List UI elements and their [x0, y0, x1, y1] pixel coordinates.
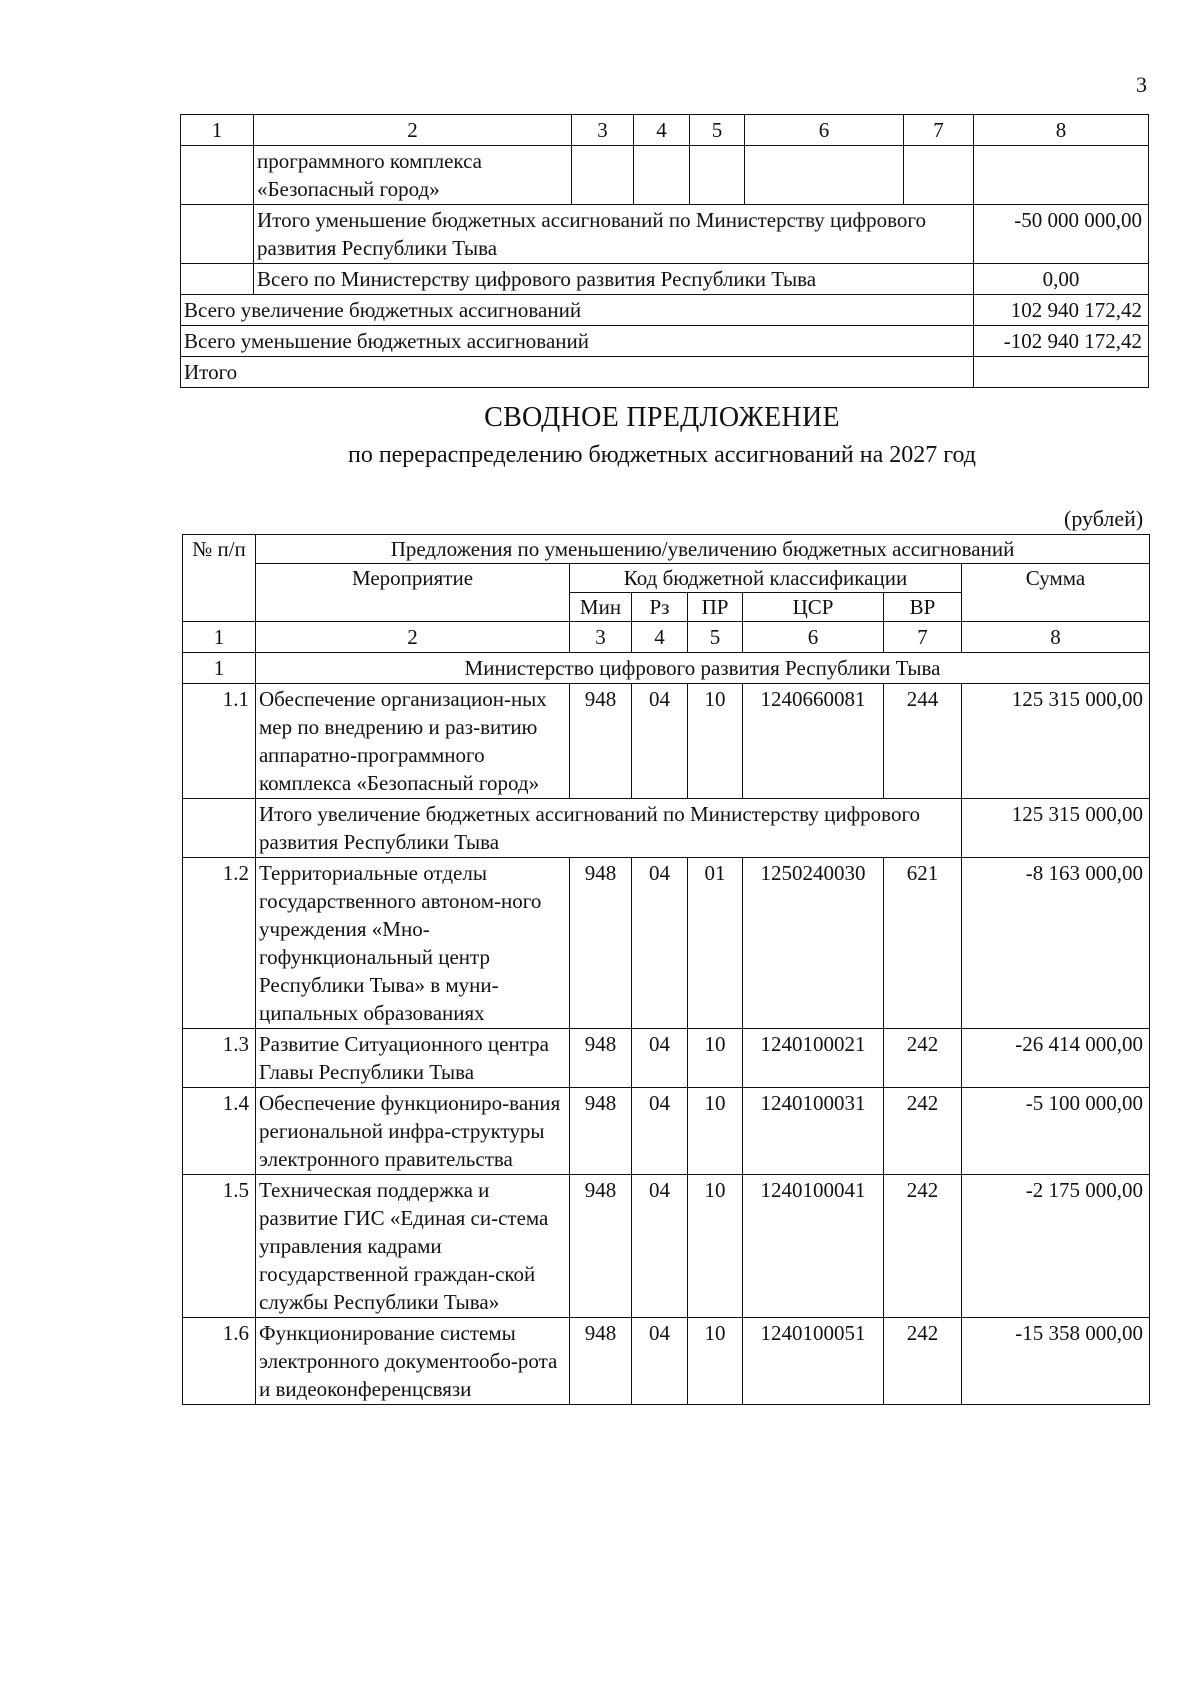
- total-sum: -50 000 000,00: [974, 205, 1149, 264]
- row-name: Обеспечение организацион-ных мер по внедрению и раз-витию аппаратно-программного комплекса «Безопасный город»: [256, 684, 570, 799]
- row-min: 948: [570, 858, 632, 1029]
- table-row: [181, 146, 1149, 205]
- section-title: Министерство цифрового развития Республики Тыва: [256, 653, 1150, 684]
- row-sum: -26 414 000,00: [962, 1029, 1150, 1088]
- total-sum: -102 940 172,42: [974, 326, 1149, 357]
- row-csr: 1240100041: [743, 1175, 884, 1318]
- table-row: [183, 799, 1150, 858]
- row-csr: 1240100021: [743, 1029, 884, 1088]
- table-row: [183, 1029, 1150, 1088]
- header-row: [183, 564, 1150, 593]
- document-title: СВОДНОЕ ПРЕДЛОЖЕНИЕ: [484, 402, 840, 433]
- col-num: 5: [688, 622, 743, 653]
- row-rz: 04: [632, 1318, 688, 1405]
- continuation-table: [180, 114, 1149, 388]
- col-num: 1: [183, 622, 256, 653]
- row-rz: 04: [632, 858, 688, 1029]
- col-num: 4: [634, 115, 690, 146]
- row-sum: -5 100 000,00: [962, 1088, 1150, 1175]
- row-csr: 1240100031: [743, 1088, 884, 1175]
- row-csr: 1250240030: [743, 858, 884, 1029]
- row-no: 1.6: [183, 1318, 256, 1405]
- column-number-row: [183, 622, 1150, 653]
- row-vr: 242: [884, 1318, 962, 1405]
- total-sum: 102 940 172,42: [974, 295, 1149, 326]
- row-pr: 10: [688, 1029, 743, 1088]
- header-rz: Рз: [632, 593, 688, 622]
- header-row: [183, 535, 1150, 564]
- table-row: [181, 205, 1149, 264]
- section-no: 1: [183, 653, 256, 684]
- total-label: Всего уменьшение бюджетных ассигнований: [181, 326, 974, 357]
- row-rz: 04: [632, 1175, 688, 1318]
- row-no: 1.4: [183, 1088, 256, 1175]
- table-row: [183, 684, 1150, 799]
- row-min: 948: [570, 1029, 632, 1088]
- total-label: Всего по Министерству цифрового развития Республики Тыва: [254, 264, 974, 295]
- header-pr: ПР: [688, 593, 743, 622]
- table-row: [183, 1318, 1150, 1405]
- row-pr: 10: [688, 1175, 743, 1318]
- grand-total-label: Итого: [181, 357, 974, 388]
- row-vr: 242: [884, 1088, 962, 1175]
- col-num: 6: [743, 622, 884, 653]
- table-row: [183, 858, 1150, 1029]
- table-row: [181, 264, 1149, 295]
- row-csr: 1240660081: [743, 684, 884, 799]
- row-vr: 242: [884, 1175, 962, 1318]
- total-sum: 0,00: [974, 264, 1149, 295]
- row-vr: 244: [884, 684, 962, 799]
- row-sum: -8 163 000,00: [962, 858, 1150, 1029]
- row-name: Обеспечение функциониро-вания региональной инфра-структуры электронного правительства: [256, 1088, 570, 1175]
- row-csr: 1240100051: [743, 1318, 884, 1405]
- row-vr: 242: [884, 1029, 962, 1088]
- col-num: 8: [962, 622, 1150, 653]
- header-activity: Мероприятие: [256, 564, 570, 622]
- row-min: 948: [570, 1088, 632, 1175]
- row-vr: 621: [884, 858, 962, 1029]
- column-number-row: [181, 115, 1149, 146]
- table-row: [181, 357, 1149, 388]
- row-pr: 10: [688, 1318, 743, 1405]
- col-num: 7: [904, 115, 974, 146]
- header-no: № п/п: [183, 535, 256, 622]
- total-sum: 125 315 000,00: [962, 799, 1150, 858]
- row-name: Территориальные отделы государственного автоном-ного учреждения «Мно-гофункциональный центр Республики Тыва» в муни-ципальных образованиях: [256, 858, 570, 1029]
- col-num: 1: [181, 115, 254, 146]
- row-no: 1.2: [183, 858, 256, 1029]
- header-min: Мин: [570, 593, 632, 622]
- row-no: 1.3: [183, 1029, 256, 1088]
- col-num: 5: [690, 115, 745, 146]
- row-name: Техническая поддержка и развитие ГИС «Единая си-стема управления кадрами государственной граждан-ской службы Республики Тыва»: [256, 1175, 570, 1318]
- row-no: 1.5: [183, 1175, 256, 1318]
- col-num: 3: [572, 115, 634, 146]
- header-proposals: Предложения по уменьшению/увеличению бюджетных ассигнований: [256, 535, 1150, 564]
- col-num: 6: [745, 115, 904, 146]
- page-number: 3: [1136, 72, 1147, 97]
- col-num: 2: [256, 622, 570, 653]
- total-label: Всего увеличение бюджетных ассигнований: [181, 295, 974, 326]
- row-min: 948: [570, 1175, 632, 1318]
- row-sum: -15 358 000,00: [962, 1318, 1150, 1405]
- col-num: 7: [884, 622, 962, 653]
- header-code: Код бюджетной классификации: [570, 564, 962, 593]
- row-pr: 01: [688, 858, 743, 1029]
- row-rz: 04: [632, 1029, 688, 1088]
- table-row: [183, 1175, 1150, 1318]
- row-pr: 10: [688, 684, 743, 799]
- col-num: 3: [570, 622, 632, 653]
- row-sum: -2 175 000,00: [962, 1175, 1150, 1318]
- row-pr: 10: [688, 1088, 743, 1175]
- total-label: Итого увеличение бюджетных ассигнований по Министерству цифрового развития Республики Тыва: [256, 799, 962, 858]
- table-row: [181, 295, 1149, 326]
- col-num: 8: [974, 115, 1149, 146]
- row-no: 1.1: [183, 684, 256, 799]
- col-num: 4: [632, 622, 688, 653]
- table-row: [183, 1088, 1150, 1175]
- row-min: 948: [570, 1318, 632, 1405]
- budget-table: [182, 534, 1150, 1405]
- row-sum: 125 315 000,00: [962, 684, 1150, 799]
- total-label: Итого уменьшение бюджетных ассигнований по Министерству цифрового развития Республики Тыва: [254, 205, 974, 264]
- col-num: 2: [254, 115, 572, 146]
- document-subtitle: по перераспределению бюджетных ассигнований на 2027 год: [347, 442, 977, 468]
- item-name-tail: программного комплекса «Безопасный город»: [254, 146, 572, 205]
- row-rz: 04: [632, 1088, 688, 1175]
- row-name: Развитие Ситуационного центра Главы Республики Тыва: [256, 1029, 570, 1088]
- header-csr: ЦСР: [743, 593, 884, 622]
- header-vr: ВР: [884, 593, 962, 622]
- units-label: (рублей): [1064, 506, 1144, 531]
- table-row: [181, 326, 1149, 357]
- section-row: [183, 653, 1150, 684]
- row-name: Функционирование системы электронного документообо-рота и видеоконференцсвязи: [256, 1318, 570, 1405]
- header-sum: Сумма: [962, 564, 1150, 622]
- row-rz: 04: [632, 684, 688, 799]
- row-min: 948: [570, 684, 632, 799]
